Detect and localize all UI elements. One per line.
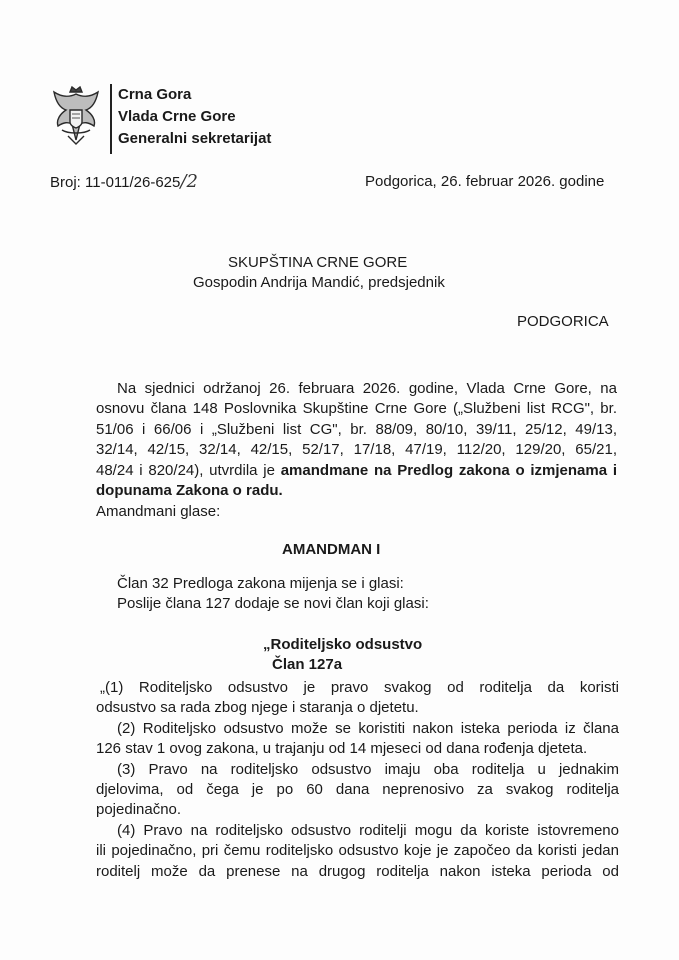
- recipient-person: Gospodin Andrija Mandić, predsjednik: [193, 274, 445, 291]
- amendments-read: Amandmani glase:: [96, 503, 221, 520]
- reference-number: [50, 172, 198, 193]
- amendment-line: Član 32 Predloga zakona mijenja se i glasi:: [117, 575, 404, 592]
- article-heading: „Roditeljsko odsustvo: [263, 636, 423, 653]
- intro-line: osnovu člana 148 Poslovnika Skupštine Crne Gore („Službeni list RCG", br.: [96, 400, 617, 418]
- article-line: roditelj može da prenese na drugog roditelja nakon isteka perioda od: [96, 862, 619, 880]
- header-government: Vlada Crne Gore: [118, 108, 236, 125]
- reference-number-text: Broj: 11-011/26-625: [50, 174, 181, 191]
- article-line: pojedinačno.: [96, 801, 182, 819]
- intro-line: Na sjednici održanoj 26. februara 2026. godine, Vlada Crne Gore, na: [117, 380, 617, 397]
- handwritten-suffix: /2: [180, 171, 198, 192]
- article-number: Član 127a: [272, 656, 343, 673]
- recipient-institution: SKUPŠTINA CRNE GORE: [228, 254, 408, 271]
- place-date: Podgorica, 26. februar 2026. godine: [365, 173, 605, 190]
- intro-line: [96, 461, 617, 481]
- intro-line: dopunama Zakona o radu.: [96, 482, 283, 500]
- intro-line: 51/06 i 66/06 i „Službeni list CG", br. 88/09, 80/10, 39/11, 25/12, 49/13,: [96, 420, 617, 438]
- article-line: „(1) Roditeljsko odsustvo je pravo svakog od roditelja da koristi: [100, 679, 619, 696]
- intro-bold-text: amandmane na Predlog zakona o izmjenama i: [280, 461, 618, 479]
- intro-paragraph: [96, 379, 617, 501]
- amendment-line: Poslije člana 127 dodaje se novi član koji glasi:: [117, 595, 429, 612]
- article-line: ili pojedinačno, pri čemu roditeljsko odsustvo koje je započeo da koristi jedan: [96, 842, 619, 860]
- header-country: Crna Gora: [118, 86, 192, 103]
- amendment-title: AMANDMAN I: [282, 541, 381, 558]
- coat-of-arms-icon: [50, 84, 102, 146]
- intro-line: 32/14, 42/15, 32/14, 42/15, 52/17, 17/18, 47/19, 112/20, 129/20, 65/21,: [96, 441, 617, 459]
- recipient-city: PODGORICA: [517, 313, 609, 330]
- article-line: odsustvo sa rada zbog njege i staranja o djetetu.: [96, 699, 419, 717]
- article-line: (4) Pravo na roditeljsko odsustvo roditelji mogu da koriste istovremeno: [117, 821, 619, 839]
- article-line: (3) Pravo na roditeljsko odsustvo imaju oba roditelja u jednakim: [117, 760, 619, 778]
- header-divider: [110, 84, 112, 154]
- article-line: djelovima, od čega je po 60 dana neprenosivo za svakog roditelja: [96, 781, 619, 799]
- article-line: (2) Roditeljsko odsustvo može se koristiti nakon isteka perioda iz člana: [117, 719, 619, 737]
- article-body: [96, 678, 619, 882]
- intro-text: 48/24 i 820/24), utvrdila je: [96, 461, 281, 479]
- article-line: 126 stav 1 ovog zakona, u trajanju od 14 mjeseci od dana rođenja djeteta.: [96, 740, 588, 758]
- header-department: Generalni sekretarijat: [118, 130, 272, 147]
